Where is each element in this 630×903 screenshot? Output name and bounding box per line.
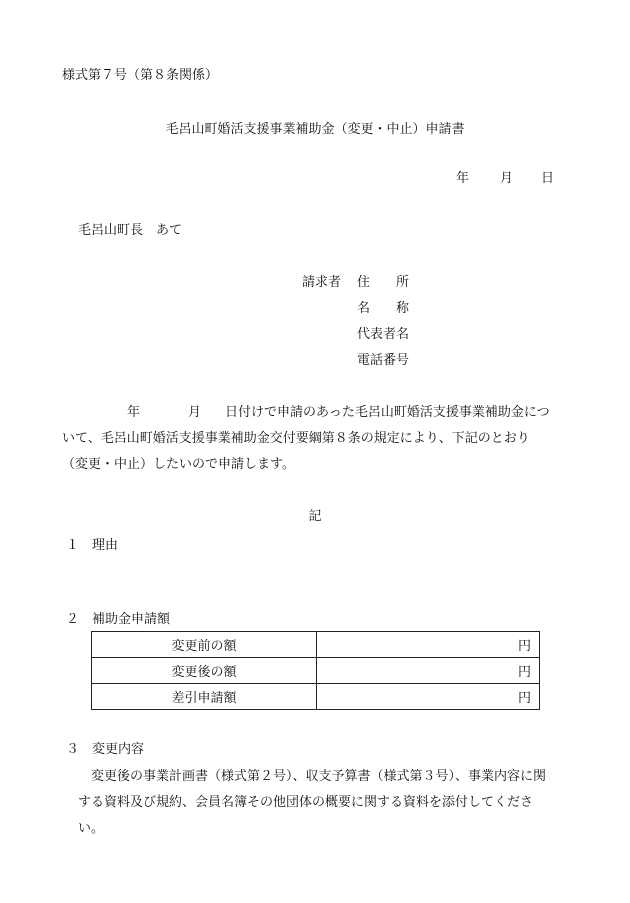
form-number: 様式第７号（第８条関係） [62, 68, 219, 83]
date-month-label: 月 [500, 171, 514, 186]
amount-table [91, 631, 540, 710]
date-year-label: 年 [456, 171, 470, 186]
body-year-label: 年 [127, 405, 141, 420]
applicant-phone-label: 電話番号 [357, 353, 410, 368]
addressee: 毛呂山町長 あて [78, 223, 183, 238]
applicant-address-label: 住 所 [357, 275, 410, 290]
section2-title: 補助金申請額 [92, 612, 171, 627]
applicant-role: 請求者 [302, 275, 342, 290]
section3-number: ３ [66, 742, 80, 757]
section1-title: 理由 [92, 538, 119, 553]
document-title: 毛呂山町婚活支援事業補助金（変更・中止）申請書 [165, 122, 465, 137]
amount-row-unit: 円 [317, 632, 540, 658]
body-paragraph [62, 400, 550, 478]
table-row [92, 632, 540, 658]
section3-text: 変更後の事業計画書（様式第２号）、収支予算書（様式第３号）、事業内容に関する資料及び規約、会員名簿その他団体の概要に関する資料を添付してください。 [78, 769, 547, 836]
body-text: 日付けで申請のあった毛呂山町婚活支援事業補助金について、毛呂山町婚活支援事業補助金交付要綱第８条の規定により、下記のとおり（変更・中止）したいので申請します。 [62, 405, 550, 472]
date-day-label: 日 [541, 171, 555, 186]
section2-number: ２ [66, 612, 80, 627]
applicant-name-label: 名 称 [357, 301, 410, 316]
amount-row-label: 変更前の額 [92, 632, 317, 658]
section1-number: １ [66, 538, 80, 553]
section3-title: 変更内容 [92, 742, 145, 757]
amount-row-label: 差引申請額 [92, 684, 317, 710]
amount-row-unit: 円 [317, 684, 540, 710]
table-row [92, 684, 540, 710]
amount-row-unit: 円 [317, 658, 540, 684]
ki-heading: 記 [308, 509, 322, 524]
body-month-label: 月 [188, 405, 202, 420]
amount-row-label: 変更後の額 [92, 658, 317, 684]
applicant-representative-label: 代表者名 [357, 327, 410, 342]
table-row [92, 658, 540, 684]
